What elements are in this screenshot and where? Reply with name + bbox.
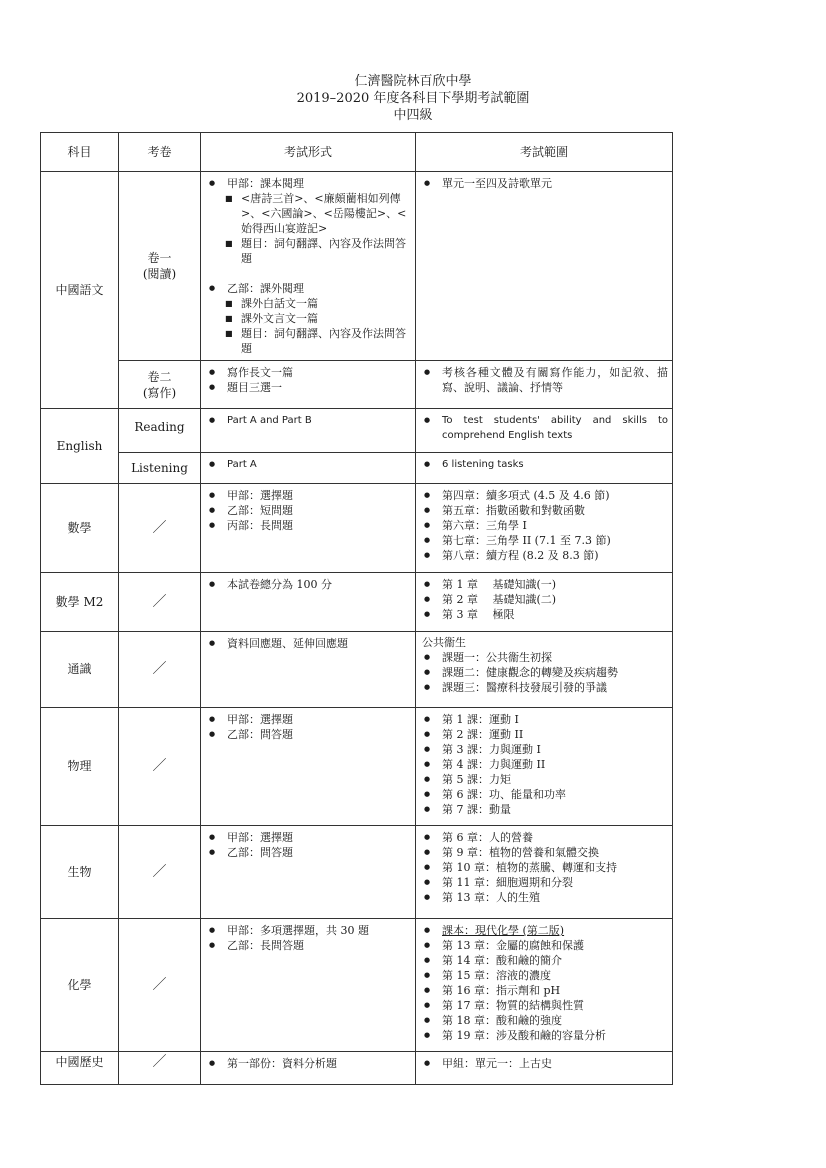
scope-cell (416, 484, 673, 573)
paper-name (119, 361, 201, 409)
list-item: ● 第一部份：資料分析題 (207, 1056, 411, 1071)
list-item: ● 第七章：三角學 II (7.1 至 7.3 節) (422, 533, 668, 548)
scope-cell (416, 361, 673, 409)
list-item: ● Part A (207, 457, 411, 472)
table-row (41, 573, 673, 632)
table-row (41, 708, 673, 826)
list-item: ● 甲部：選擇題 (207, 712, 411, 727)
list-item: ● 乙部：課外閱理 (207, 281, 411, 296)
format-cell (201, 453, 416, 484)
list-item: ● 課題三：醫療科技發展引發的爭議 (422, 680, 668, 695)
format-cell (201, 172, 416, 361)
list-item: ● 課題二：健康觀念的轉變及疾病趨勢 (422, 665, 668, 680)
list-item: ● 第 6 課：功、能量和功率 (422, 787, 668, 802)
list-item: ● 第 10 章：植物的蒸騰、轉運和支持 (422, 860, 668, 875)
subject-m2: 數學 M2 (41, 573, 119, 632)
scope-cell (416, 453, 673, 484)
list-item: ● 第 13 章：人的生殖 (422, 890, 668, 905)
scope-cell (416, 409, 673, 453)
list-item: ■ 課外文言文一篇 (207, 311, 411, 326)
subject-history: 中國歷史 (41, 1052, 119, 1085)
list-item: ● 第 1 課：運動 I (422, 712, 668, 727)
list-item: ● 第 18 章：酸和鹼的強度 (422, 1013, 668, 1028)
paper-name: Reading (119, 409, 201, 453)
list-item: ● 第 4 課：力與運動 II (422, 757, 668, 772)
scope-cell (416, 708, 673, 826)
paper-none: ／ (119, 826, 201, 919)
table-row (41, 172, 673, 361)
col-header-scope: 考試範圍 (416, 133, 673, 172)
format-cell (201, 409, 416, 453)
table-row (41, 361, 673, 409)
list-item: ● 第 2 章 基礎知識(二) (422, 592, 668, 607)
exam-scope-table (40, 132, 673, 1085)
list-item: ● 甲部：選擇題 (207, 830, 411, 845)
scope-cell (416, 573, 673, 632)
list-item: ● 第 13 章：金屬的腐蝕和保護 (422, 938, 668, 953)
subject-chinese: 中國語文 (41, 172, 119, 409)
paper-label: 卷一 (147, 251, 172, 265)
table-row (41, 484, 673, 573)
scope-cell (416, 632, 673, 708)
list-item: ● 第 7 課：動量 (422, 802, 668, 817)
list-item: ● 寫作長文一篇 (207, 365, 411, 380)
list-item: ● 課本：現代化學 (第二版) (422, 923, 668, 938)
scope-cell (416, 826, 673, 919)
list-item: ● 第八章：續方程 (8.2 及 8.3 節) (422, 548, 668, 563)
list-item: ● 甲組：單元一：上古史 (422, 1056, 668, 1071)
col-header-format: 考試形式 (201, 133, 416, 172)
subject-biology: 生物 (41, 826, 119, 919)
list-item: ■ 題目：詞句翻譯、內容及作法問答題 (207, 236, 411, 266)
list-item: ● 乙部：問答題 (207, 845, 411, 860)
paper-name (119, 172, 201, 361)
subject-ls: 通識 (41, 632, 119, 708)
list-item: ● 乙部：長問答題 (207, 938, 411, 953)
subject-physics: 物理 (41, 708, 119, 826)
format-cell (201, 632, 416, 708)
list-item: ● 單元一至四及詩歌單元 (422, 176, 668, 191)
paper-label: 卷二 (147, 369, 172, 384)
paper-none: ／ (119, 1052, 201, 1085)
table-row (41, 919, 673, 1052)
list-item: ● 課題一：公共衞生初探 (422, 650, 668, 665)
table-row (41, 1052, 673, 1085)
format-cell (201, 919, 416, 1052)
table-header-row (41, 133, 673, 172)
list-item: ■ 題目：詞句翻譯、內容及作法問答題 (207, 326, 411, 356)
list-item: ■ <唐詩三首>、<廉頗藺相如列傳>、<六國論>、<岳陽樓記>、<始得西山宴遊記> (207, 191, 411, 236)
scope-heading: 公共衞生 (422, 636, 466, 649)
scope-cell (416, 919, 673, 1052)
list-item: ● 第 1 章 基礎知識(一) (422, 577, 668, 592)
list-item: ● 6 listening tasks (422, 457, 668, 472)
scope-cell (416, 172, 673, 361)
list-item: ● Part A and Part B (207, 413, 411, 428)
table-row (41, 453, 673, 484)
list-item: ● 第 19 章：涉及酸和鹼的容量分析 (422, 1028, 668, 1043)
list-item: ● 資料回應題、延伸回應題 (207, 636, 411, 651)
paper-none: ／ (119, 484, 201, 573)
format-cell (201, 361, 416, 409)
col-header-subject: 科目 (41, 133, 119, 172)
list-item: ● 甲部：選擇題 (207, 488, 411, 503)
list-item: ● 第 6 章：人的營養 (422, 830, 668, 845)
list-item: ● 乙部：問答題 (207, 727, 411, 742)
subject-math: 數學 (41, 484, 119, 573)
list-item: ● 甲部：多項選擇題，共 30 題 (207, 923, 411, 938)
format-cell (201, 573, 416, 632)
paper-none: ／ (119, 632, 201, 708)
list-item: ● 題目三選一 (207, 380, 411, 395)
list-item: ● 第 9 章：植物的營養和氣體交換 (422, 845, 668, 860)
paper-sublabel: (寫作) (142, 385, 177, 400)
grade-level: 中四級 (393, 108, 433, 123)
list-item: ● 第 17 章：物質的結構與性質 (422, 998, 668, 1013)
list-item: ● 第 14 章：酸和鹼的簡介 (422, 953, 668, 968)
list-item: ● 考核各種文體及有關寫作能力，如記敘、描寫、說明、議論、抒情等 (422, 365, 668, 395)
paper-none: ／ (119, 919, 201, 1052)
list-item: ● 本試卷總分為 100 分 (207, 577, 411, 592)
list-item: ● 丙部：長問題 (207, 518, 411, 533)
table-row (41, 632, 673, 708)
paper-name: Listening (119, 453, 201, 484)
list-item: ● 第五章：指數函數和對數函數 (422, 503, 668, 518)
list-item: ● 第 15 章：溶液的濃度 (422, 968, 668, 983)
col-header-paper: 考卷 (119, 133, 201, 172)
format-cell (201, 826, 416, 919)
list-item: ● 第 11 章：細胞週期和分裂 (422, 875, 668, 890)
table-row (41, 826, 673, 919)
paper-none: ／ (119, 573, 201, 632)
subject-english: English (41, 409, 119, 484)
list-item: ● 第 5 課：力矩 (422, 772, 668, 787)
format-cell (201, 1052, 416, 1085)
list-item: ● To test students' ability and skills to comprehend English texts (422, 413, 668, 443)
list-item: ● 第六章：三角學 I (422, 518, 668, 533)
subject-chemistry: 化學 (41, 919, 119, 1052)
list-item: ● 第 2 課：運動 II (422, 727, 668, 742)
paper-sublabel: (閱讀) (142, 267, 177, 281)
scope-cell (416, 1052, 673, 1085)
school-name: 仁濟醫院林百欣中學 (354, 74, 472, 89)
table-row (41, 409, 673, 453)
list-item: ● 第四章：續多項式 (4.5 及 4.6 節) (422, 488, 668, 503)
paper-none: ／ (119, 708, 201, 826)
format-cell (201, 484, 416, 573)
list-item: ● 第 3 課：力與運動 I (422, 742, 668, 757)
list-item: ● 甲部：課本閱理 (207, 176, 411, 191)
list-item: ● 第 16 章：指示劑和 pH (422, 983, 668, 998)
list-item: ● 第 3 章 極限 (422, 607, 668, 622)
list-item: ● 乙部：短問題 (207, 503, 411, 518)
format-cell (201, 708, 416, 826)
document-title: 2019–2020 年度各科目下學期考試範圍 (296, 91, 530, 106)
list-item: ■ 課外白話文一篇 (207, 296, 411, 311)
